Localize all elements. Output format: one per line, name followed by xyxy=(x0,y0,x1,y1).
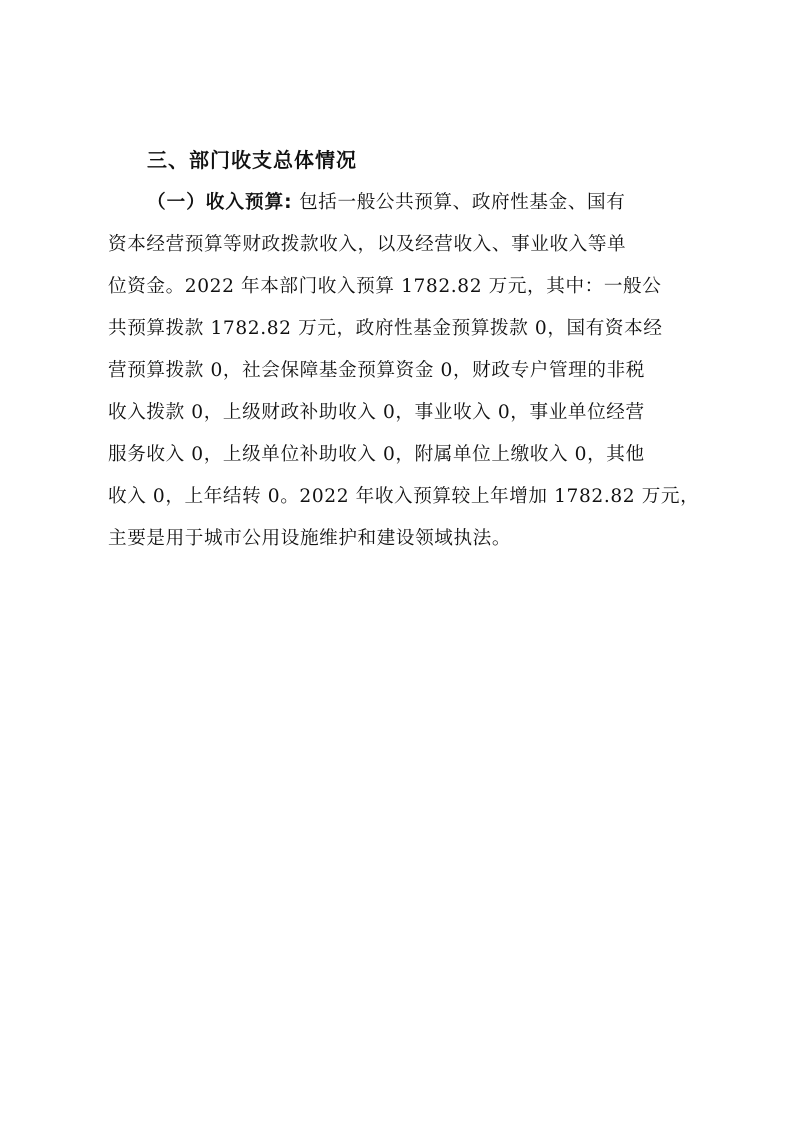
paragraph-line-8: 收入 0，上年结转 0。2022 年收入预算较上年增加 1782.82 万元， xyxy=(108,486,700,507)
paragraph-line-9: 主要是用于城市公用设施维护和建设领域执法。 xyxy=(108,528,512,549)
paragraph-line-2: 资本经营预算等财政拨款收入，以及经营收入、事业收入等单 xyxy=(108,234,627,255)
paragraph-line-3: 位资金。2022 年本部门收入预算 1782.82 万元，其中：一般公 xyxy=(108,276,662,297)
paragraph-line-1-text: 包括一般公共预算、政府性基金、国有 xyxy=(299,192,626,213)
paragraph-line-6: 收入拨款 0，上级财政补助收入 0，事业收入 0，事业单位经营 xyxy=(108,402,645,423)
paragraph-line-4: 共预算拨款 1782.82 万元，政府性基金预算拨款 0，国有资本经 xyxy=(108,318,663,339)
paragraph-line-1 xyxy=(147,187,688,219)
paragraph-lead: （一）收入预算: xyxy=(147,192,293,213)
paragraph-line-5: 营预算拨款 0，社会保障基金预算资金 0，财政专户管理的非税 xyxy=(108,360,645,381)
paragraph-line-7: 服务收入 0，上级单位补助收入 0，附属单位上缴收入 0，其他 xyxy=(108,444,645,465)
section-heading: 三、部门收支总体情况 xyxy=(147,148,357,172)
